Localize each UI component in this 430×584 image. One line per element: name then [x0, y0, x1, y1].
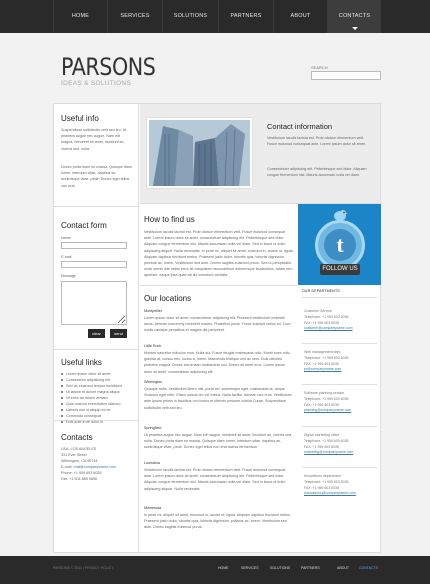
useful-link[interactable]: [61, 396, 108, 400]
location-name: Wilmington: [144, 380, 163, 384]
department-name: Digital marketing office: [304, 433, 340, 437]
useful-link-label: Sed do eiusmod tempor incididunt: [66, 384, 122, 388]
department-phone: Telephone: +1 959 603 6035: [304, 396, 349, 401]
footer-link-contacts[interactable]: CONTACTS: [359, 566, 378, 570]
send-button[interactable]: send: [110, 329, 127, 338]
department-fax: FAX: +1 959 603 6035: [304, 320, 339, 325]
contacts-address-3: Wilmington, CA 90744: [61, 459, 98, 463]
useful-link[interactable]: [61, 414, 101, 418]
logo-title[interactable]: PARSONS: [61, 53, 156, 81]
sidebar: [53, 103, 139, 553]
footer-link-home[interactable]: HOME: [218, 566, 229, 570]
footer-link-about[interactable]: ABOUT: [337, 566, 350, 570]
location-text: Ut pharetra augue nec augue. Nam elit magna, hendrerit sit amet, tincidunt ac, viverra sed, nulla. Donec porta diam eu massa. Quisque diam lorem, interdum vitae, dapibus ac, scelerisque vitae, pede. Donec eget tellus non erat lacinia fermentum.: [144, 433, 293, 450]
useful-links-title: Useful links: [61, 358, 102, 367]
twitter-follow-box[interactable]: [298, 204, 381, 285]
department-email-link[interactable]: customer@companyname.com: [304, 326, 353, 331]
bullet-icon: [61, 397, 63, 399]
active-caret-icon: [352, 27, 358, 30]
divider: [302, 467, 377, 468]
bullet-icon: [61, 403, 63, 405]
footer-link-partners[interactable]: PARTNERS: [301, 566, 320, 570]
location-name: Montpellier: [144, 309, 163, 313]
department-name: Innovations department: [304, 474, 341, 478]
useful-link[interactable]: [61, 378, 110, 382]
divider: [302, 297, 377, 298]
name-field[interactable]: [61, 242, 127, 249]
department-entry: [304, 350, 348, 373]
department-phone: Telephone: +1 959 603 6035: [304, 314, 349, 319]
contacts-block: [53, 421, 139, 553]
how-to-find-text: Vestibulum iaculis lacinia est. Proin dictum elementum velit. Fusce euismod consequat ante. Lorem ipsum dolor sit amet, consectetuer adipiscing elit. Pellentesque sed dolor. Aliquam congue fermentum nisl. Mauris accumsan nulla vel diam. Sed in lacus ut enim adipiscing aliquet. Nulla venenatis. In pede mi, aliquet sit amet, euismod in, auctor ut, ligula. Aliquam dapibus tincidunt metus. Praesent justo dolor, lobortis quis, lobortis dignissim, pulvinar ac, lorem. Vestibulum sed ante. Donec sagittis euismod purus. Sed ut perspiciatis unde omnis iste natus error sit voluptatem accusantium doloremque laudantium, totam rem aperiam, eaque ipsa quae ab illo inventore veritatis.: [144, 230, 294, 278]
nav-item-home[interactable]: HOME: [53, 0, 107, 33]
divider: [302, 384, 377, 385]
useful-link[interactable]: [61, 408, 110, 412]
divider: [302, 343, 377, 344]
department-fax: FAX: +1 959 603 6035: [304, 361, 339, 366]
nav-item-solutions[interactable]: SOLUTIONS: [162, 0, 218, 33]
email-label: E-mail: [61, 255, 72, 259]
useful-links-block: [53, 350, 139, 424]
department-fax: FAX: +1 959 603 6035: [304, 485, 339, 490]
useful-link-label: Duis aute irure dolor in: [66, 420, 104, 424]
bullet-icon: [61, 373, 63, 375]
twitter-logo-icon: t: [324, 229, 356, 261]
bullet-icon: [61, 379, 63, 381]
contacts-phone: Phone: +1 959 603 6035: [61, 471, 102, 475]
message-label: Message: [61, 274, 76, 278]
contacts-email-label: E-mail:: [61, 465, 73, 469]
follow-us-button[interactable]: FOLLOW US: [320, 264, 360, 275]
department-name: Software planning service: [304, 391, 345, 395]
nav-item-services[interactable]: SERVICES: [107, 0, 162, 33]
department-name: Customer Service: [304, 309, 332, 313]
location-text: In pede mi, aliquet sit amet, euismod in, auctor ut, ligula. Aliquam dapibus tincidunt metus. Praesent justo dolor, lobortis quis, lobortis dignissim, pulvinar ac, lorem. Vestibulum sed ante. Donec sagittis euismod purus.: [144, 513, 291, 530]
useful-link-label: Lorem ipsum dolor sit amet: [66, 372, 111, 376]
divider: [140, 285, 298, 286]
contacts-email-link[interactable]: mail@companyname.com: [73, 465, 117, 469]
location-text: Vestibulum iaculis lacinia est. Proin dictum elementum velit. Fusce euismod consequat ante. Lorem ipsum dolor sit amet, consectetuer adipiscing elit. Pellentesque sed dolor. Aliquam congue fermentum nisl. Mauris accumsan nulla vel diam. Sed in lacus ut enim adipiscing aliquet. Nulla venenatis.: [144, 468, 286, 491]
buildings-illustration: [149, 120, 250, 186]
useful-link[interactable]: [61, 372, 110, 376]
department-entry: [304, 433, 353, 456]
department-name: Web management dept: [304, 350, 341, 354]
bullet-icon: [61, 415, 63, 417]
useful-info-block: [53, 103, 139, 207]
useful-info-text-2: Donec porta diam eu massa. Quisque diam lorem, interdum vitae, dapibus ac, scelerisque vitae, pede. Donec eget tellus non erat.: [61, 165, 132, 188]
useful-link[interactable]: [61, 384, 122, 388]
header: [0, 33, 430, 103]
location-name: Minnesota: [144, 506, 162, 510]
location-name: Little Rock: [144, 344, 162, 348]
contact-info-text-2: Consectetuer adipiscing elit. Pellentesque sed dolor. Aliquam congue fermentum nisl. Mauris accumsan nulla vel diam.: [267, 167, 367, 178]
department-phone: Telephone: +1 959 603 6035: [304, 479, 349, 484]
name-label: Name: [61, 236, 71, 240]
department-phone: Telephone: +1 959 603 6035: [304, 438, 349, 443]
useful-info-text-1: Suspendisse sollicitudin velit sed leo. Ut pharetra augue nec augue. Nam elit magna, hendrerit sit amet, tincidunt ac, viverra sed, nulla.: [61, 128, 127, 151]
department-fax: FAX: +1 959 603 6035: [304, 402, 339, 407]
useful-info-title: Useful info: [61, 114, 99, 123]
message-field[interactable]: [61, 281, 127, 325]
nav-item-partners[interactable]: PARTNERS: [218, 0, 273, 33]
department-email-link[interactable]: planning@companyname.com: [304, 408, 352, 413]
useful-link-label: Consectetur adipisicing elit: [66, 378, 110, 382]
bullet-icon: [61, 385, 63, 387]
location-text: Lorem ipsum dolor sit amet, consectetuer adipiscing elit. Praesent vestibulum molestie lacus. Aenean nonummy hendrerit mauris. Phasellus porta. Fusce suscipit varius mi. Cum sociis natoque penatibus et magnis dis parturient.: [144, 316, 291, 333]
location-text: Montes nascetur ridiculus mus. Nulla dui. Fusce feugiat malesuada odio. Morbi nunc odio, gravida at, cursus nec, luctus a, lorem. Maecenas tristique orci ac sem. Duis ultricies pharetra magna. Donec accumsan malesuada orci. Donec sit amet eros. Lorem ipsum dolor sit amet, consectetuer adipiscing elit.: [144, 351, 291, 374]
department-fax: FAX: +1 959 603 6035: [304, 444, 339, 449]
nav-item-about[interactable]: ABOUT: [273, 0, 327, 33]
clear-button[interactable]: clear: [88, 329, 105, 338]
contacts-fax: Fax: +1 504 889 9898: [61, 477, 97, 481]
email-field[interactable]: [61, 261, 127, 268]
contacts-address-2: 331 Ever Street: [61, 453, 87, 457]
footer-copyright: PARSONS © 2011 | PRIVACY POLICY: [53, 566, 114, 570]
useful-link-label: Ut enim ad minim veniam: [66, 396, 108, 400]
department-phone: Telephone: +1 959 603 6035: [304, 355, 349, 360]
top-navigation: [0, 0, 430, 33]
divider: [302, 426, 377, 427]
nav-item-contacts-label: CONTACTS: [338, 13, 371, 19]
location-name: Springfield: [144, 426, 162, 430]
useful-link-label: Laboris nisi ut aliquip ex ea: [66, 408, 111, 412]
useful-link-label: Commodo consequat: [66, 414, 102, 418]
department-entry: [304, 474, 356, 497]
locations-title: Our locations: [144, 294, 192, 303]
department-email-link[interactable]: innovations@companyname.com: [304, 491, 356, 496]
contacts-email-row: [61, 465, 116, 469]
department-email-link[interactable]: marketing@companyname.com: [304, 450, 354, 455]
office-buildings-image: [147, 118, 252, 188]
useful-link[interactable]: [61, 390, 120, 394]
useful-link-label: Ut labore et dolore magna aliqua: [66, 390, 120, 394]
footer-link-solutions[interactable]: SOLUTIONS: [270, 566, 291, 570]
contact-form-title: Contact form: [61, 221, 107, 230]
search-label: SEARCH: [311, 65, 328, 70]
contact-info-title: Contact information: [267, 122, 333, 131]
footer-link-services[interactable]: SERVICES: [241, 566, 259, 570]
department-entry: [304, 391, 351, 414]
location-text: Quisque nulla. Vestibulum libero nisl, porta vel, scelerisque eget, malesuada at, neque. Vivamus eget nibh. Etiam cursus leo vel metus. Nulla facilisi. Aenean nec eros. Vestibulum ante ipsum primis in faucibus orci luctus et ultrices posuere cubilia Curae. Suspendisse sollicitudin velit sed leo.: [144, 387, 292, 410]
useful-link[interactable]: [61, 402, 121, 406]
search-input[interactable]: [311, 71, 381, 80]
footer: [0, 556, 430, 584]
contact-info-text-1: Vestibulum iaculis lacinia est. Proin dictum elementum velit. Fusce euismod consequat ante. Lorem ipsum dolor sit amet.: [267, 136, 366, 147]
bullet-icon: [61, 391, 63, 393]
department-email-link[interactable]: pr@companyname.com: [304, 367, 342, 372]
logo-subtitle: IDEAS & SOLUTIONS: [61, 80, 132, 87]
location-name: Louisiana: [144, 461, 160, 465]
contacts-address-1: USA, LOS ANGELES: [61, 447, 97, 451]
contacts-title: Contacts: [61, 433, 93, 442]
how-to-find-title: How to find us: [144, 215, 195, 224]
useful-link-label: Quis nostrud exercitation ullamco: [66, 402, 121, 406]
department-entry: [304, 309, 353, 332]
contact-form-block: [53, 207, 139, 350]
departments-title: OUR DEPARTMENTS: [302, 289, 340, 293]
nav-item-contacts[interactable]: [327, 0, 381, 33]
bullet-icon: [61, 409, 63, 411]
